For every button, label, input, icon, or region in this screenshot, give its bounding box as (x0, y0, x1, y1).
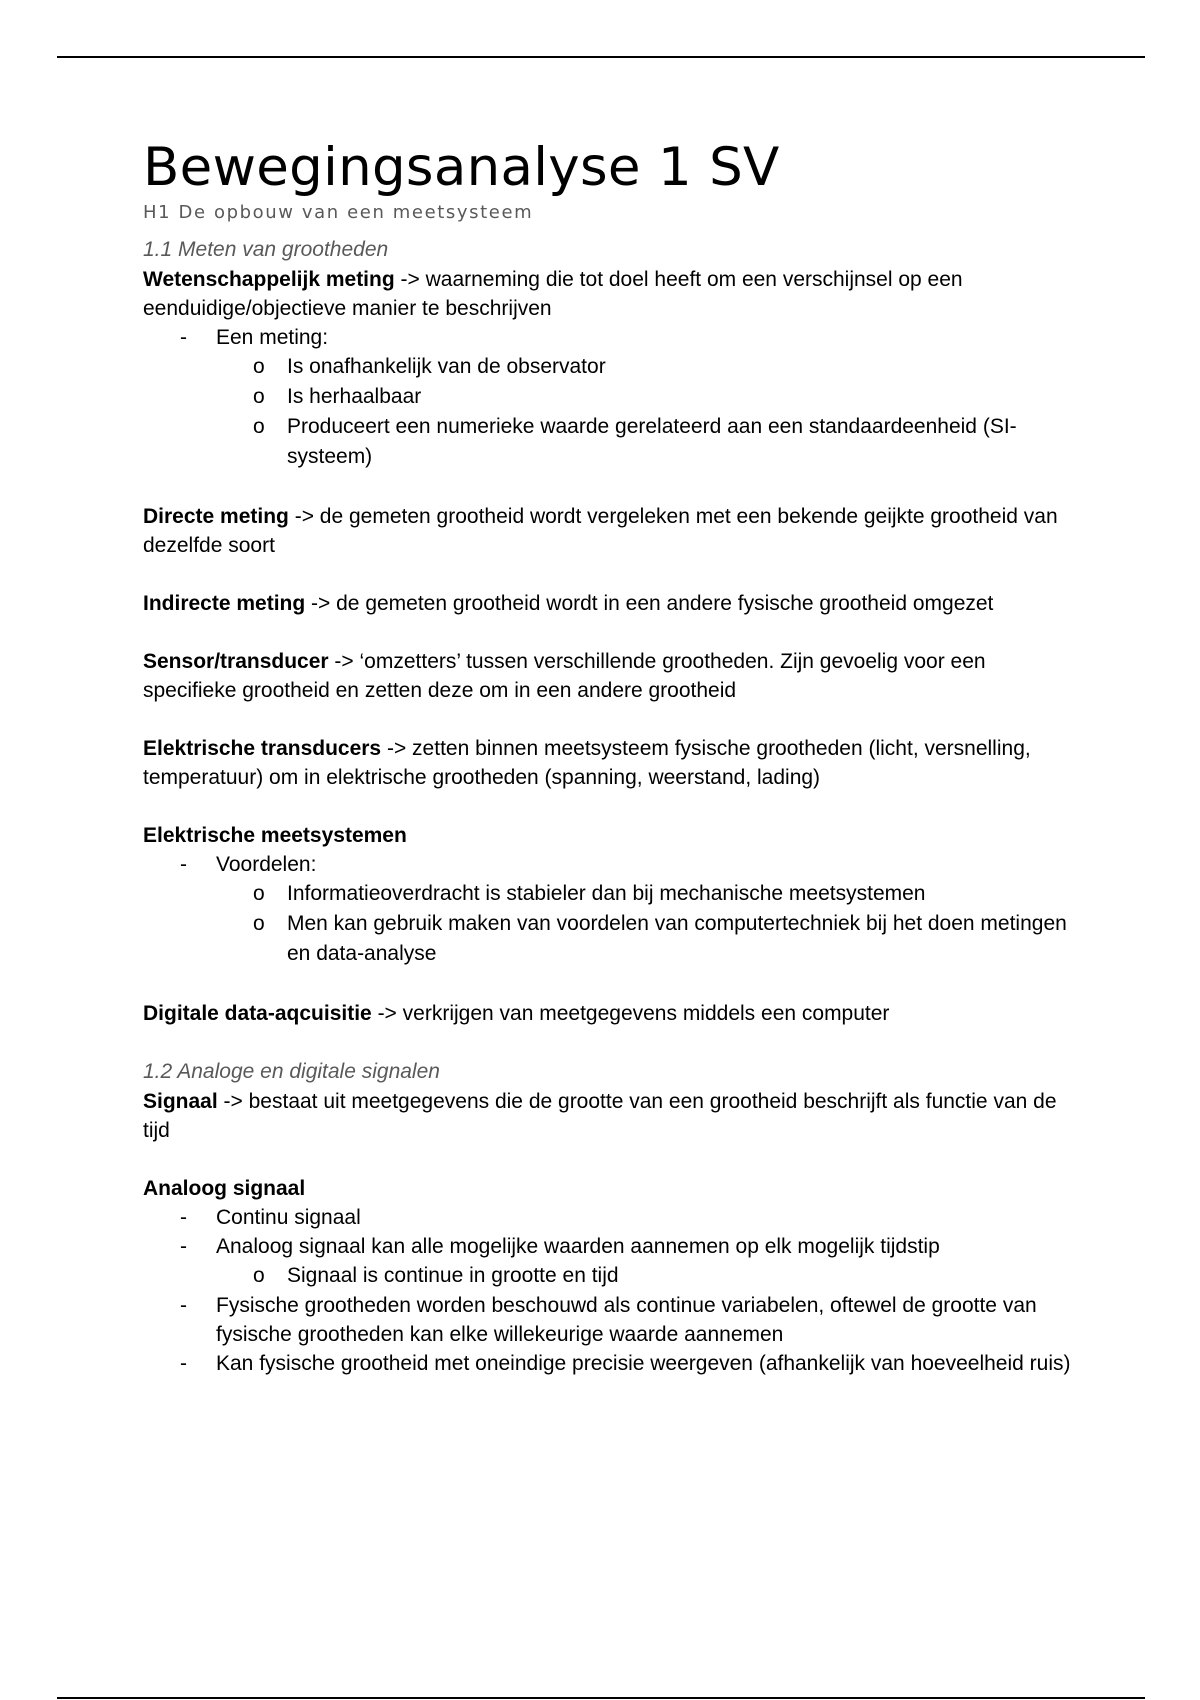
term-directe-meting: Directe meting (143, 505, 289, 528)
list-item (143, 1291, 1073, 1349)
section-heading-1-2: 1.2 Analoge en digitale signalen (143, 1060, 440, 1083)
sublist-analoog (215, 1261, 1073, 1291)
paragraph-indirecte-meting (143, 589, 1073, 618)
list-voordelen (143, 850, 1073, 969)
dash-bullet: - (180, 1206, 187, 1229)
sublist-item-text: Informatieoverdracht is stabieler dan bij mechanische meetsystemen (287, 882, 926, 905)
sublist-item (215, 879, 1073, 909)
dash-bullet: - (180, 326, 187, 349)
term-signaal: Signaal (143, 1090, 218, 1113)
document-page (143, 136, 1073, 1378)
paragraph-elektrische-transducers (143, 734, 1073, 792)
sublist-item-text: Is herhaalbaar (287, 385, 422, 408)
term-wetenschappelijk-meting: Wetenschappelijk meting (143, 268, 395, 291)
term-elektrische-transducers: Elektrische transducers (143, 737, 382, 760)
list-item (143, 1349, 1073, 1378)
dash-bullet: - (180, 1352, 187, 1375)
circle-bullet: o (253, 355, 265, 378)
header-rule (57, 56, 1145, 58)
footer-rule (57, 1697, 1145, 1699)
sublist-item (215, 352, 1073, 382)
section-heading-1-1: 1.1 Meten van grootheden (143, 238, 389, 261)
document-title: Bewegingsanalyse 1 SV (143, 137, 780, 198)
dash-bullet: - (180, 1294, 187, 1317)
sublist-item (215, 1261, 1073, 1291)
sublist-item-text: Produceert een numerieke waarde gerelateerd aan een standaardeenheid (SI-systeem) (287, 415, 1017, 468)
definition-directe-meting: -> de gemeten grootheid wordt vergeleken met een bekende geijkte grootheid van dezelfde soort (143, 505, 1058, 557)
list-item-text: Analoog signaal kan alle mogelijke waarden aannemen op elk mogelijk tijdstip (216, 1235, 940, 1258)
paragraph-analoog-signaal (143, 1174, 1073, 1203)
definition-elektrische-transducers: -> zetten binnen meetsysteem fysische grootheden (licht, versnelling, temperatuur) om in elektrische grootheden (spanning, weerstand, lading) (143, 737, 1031, 789)
sublist-item-text: Signaal is continue in grootte en tijd (287, 1264, 619, 1287)
list-item-label: Een meting: (216, 326, 329, 349)
term-digitale-data-acquisitie: Digitale data-aqcuisitie (143, 1002, 372, 1025)
definition-wetenschappelijk-meting: -> waarneming die tot doel heeft om een verschijnsel op een eenduidige/objectieve manier te beschrijven (143, 268, 963, 320)
sublist-item (215, 909, 1073, 969)
paragraph-digitale-data-acquisitie (143, 999, 1073, 1028)
list-item-label: Voordelen: (216, 853, 317, 876)
paragraph-signaal (143, 1087, 1073, 1145)
sublist-item (215, 412, 1073, 472)
definition-signaal: -> bestaat uit meetgegevens die de grootte van een grootheid beschrijft als functie van de tijd (143, 1090, 1057, 1142)
list-item (143, 323, 1073, 472)
sublist-item (215, 382, 1073, 412)
list-item-text: Fysische grootheden worden beschouwd als continue variabelen, oftewel de grootte van fysische grootheden kan elke willekeurige waarde aannemen (216, 1294, 1037, 1346)
circle-bullet: o (253, 385, 265, 408)
paragraph-sensor-transducer (143, 647, 1073, 705)
list-item (143, 850, 1073, 969)
definition-sensor-transducer: -> ‘omzetters’ tussen verschillende grootheden. Zijn gevoelig voor een specifieke grootheid en zetten deze om in een andere grootheid (143, 650, 986, 702)
term-elektrische-meetsystemen: Elektrische meetsystemen (143, 824, 407, 847)
sublist-item-text: Is onafhankelijk van de observator (287, 355, 606, 378)
term-indirecte-meting: Indirecte meting (143, 592, 306, 615)
definition-digitale-data-acquisitie: -> verkrijgen van meetgegevens middels een computer (371, 1002, 890, 1025)
list-item (143, 1232, 1073, 1291)
list-item-text: Kan fysische grootheid met oneindige precisie weergeven (afhankelijk van hoeveelheid ruis) (216, 1352, 1071, 1375)
circle-bullet: o (253, 882, 265, 905)
dash-bullet: - (180, 853, 187, 876)
list-een-meting (143, 323, 1073, 472)
sublist-voordelen (215, 879, 1073, 969)
definition-indirecte-meting: -> de gemeten grootheid wordt in een andere fysische grootheid omgezet (305, 592, 994, 615)
paragraph-wetenschappelijk-meting (143, 265, 1073, 323)
term-sensor-transducer: Sensor/transducer (143, 650, 329, 673)
sublist-item-text: Men kan gebruik maken van voordelen van computertechniek bij het doen metingen en data-analyse (287, 912, 1067, 965)
term-analoog-signaal: Analoog signaal (143, 1177, 306, 1200)
list-analoog-signaal (143, 1203, 1073, 1378)
paragraph-elektrische-meetsystemen (143, 821, 1073, 850)
dash-bullet: - (180, 1235, 187, 1258)
circle-bullet: o (253, 912, 265, 935)
paragraph-directe-meting (143, 502, 1073, 560)
list-item (143, 1203, 1073, 1232)
circle-bullet: o (253, 415, 265, 438)
sublist-meting-properties (215, 352, 1073, 472)
document-subtitle: H1 De opbouw van een meetsysteem (143, 202, 534, 223)
list-item-text: Continu signaal (216, 1206, 361, 1229)
circle-bullet: o (253, 1264, 265, 1287)
